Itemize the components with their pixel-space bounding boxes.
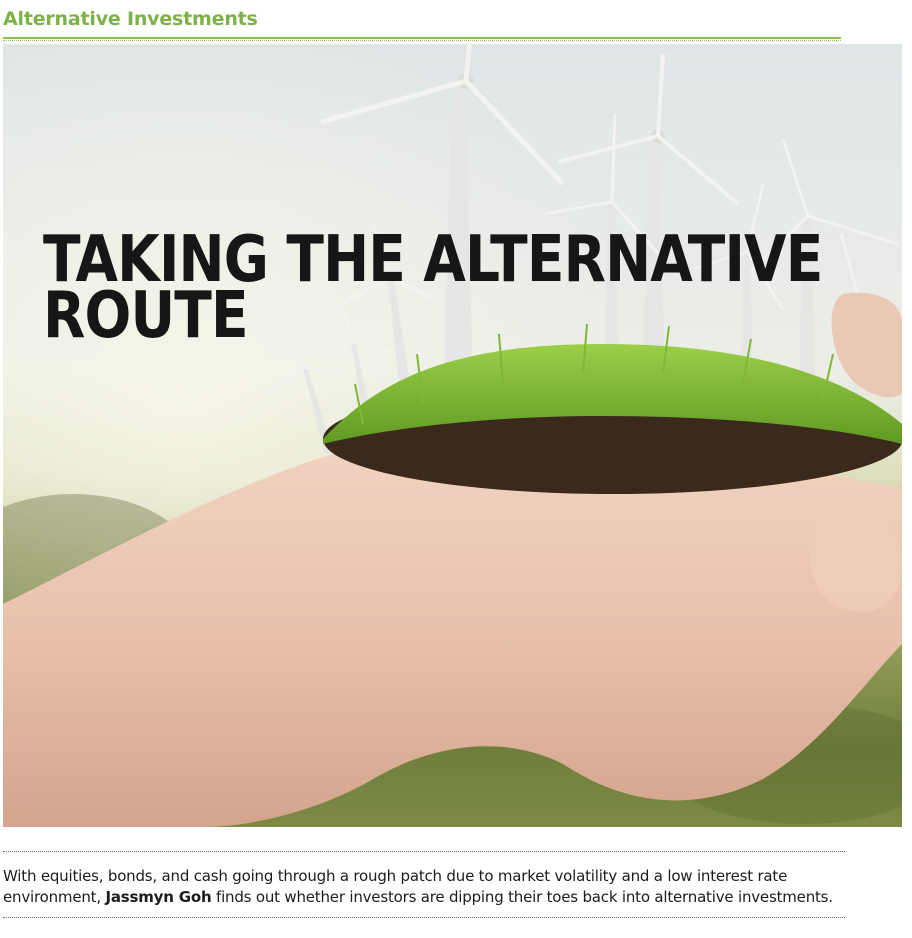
headline-line-2: ROUTE (43, 279, 248, 353)
standfirst-top-rule (3, 851, 845, 852)
author-name: Jassmyn Goh (105, 888, 212, 906)
headline (43, 223, 823, 353)
standfirst-intro: With equities, bonds, and cash going through a rough patch due to market volatility and a low interest rate environment, (3, 867, 788, 906)
hero-image (3, 44, 902, 827)
standfirst (3, 866, 863, 908)
hand-grass-turbines-illustration (3, 44, 902, 827)
headline-line-1: TAKING THE ALTERNATIVE (43, 223, 823, 297)
section-rule (3, 37, 841, 41)
standfirst-bottom-rule (3, 917, 845, 918)
section-label: Alternative Investments (3, 8, 258, 30)
standfirst-outro: finds out whether investors are dipping their toes back into alternative investments. (211, 888, 833, 906)
